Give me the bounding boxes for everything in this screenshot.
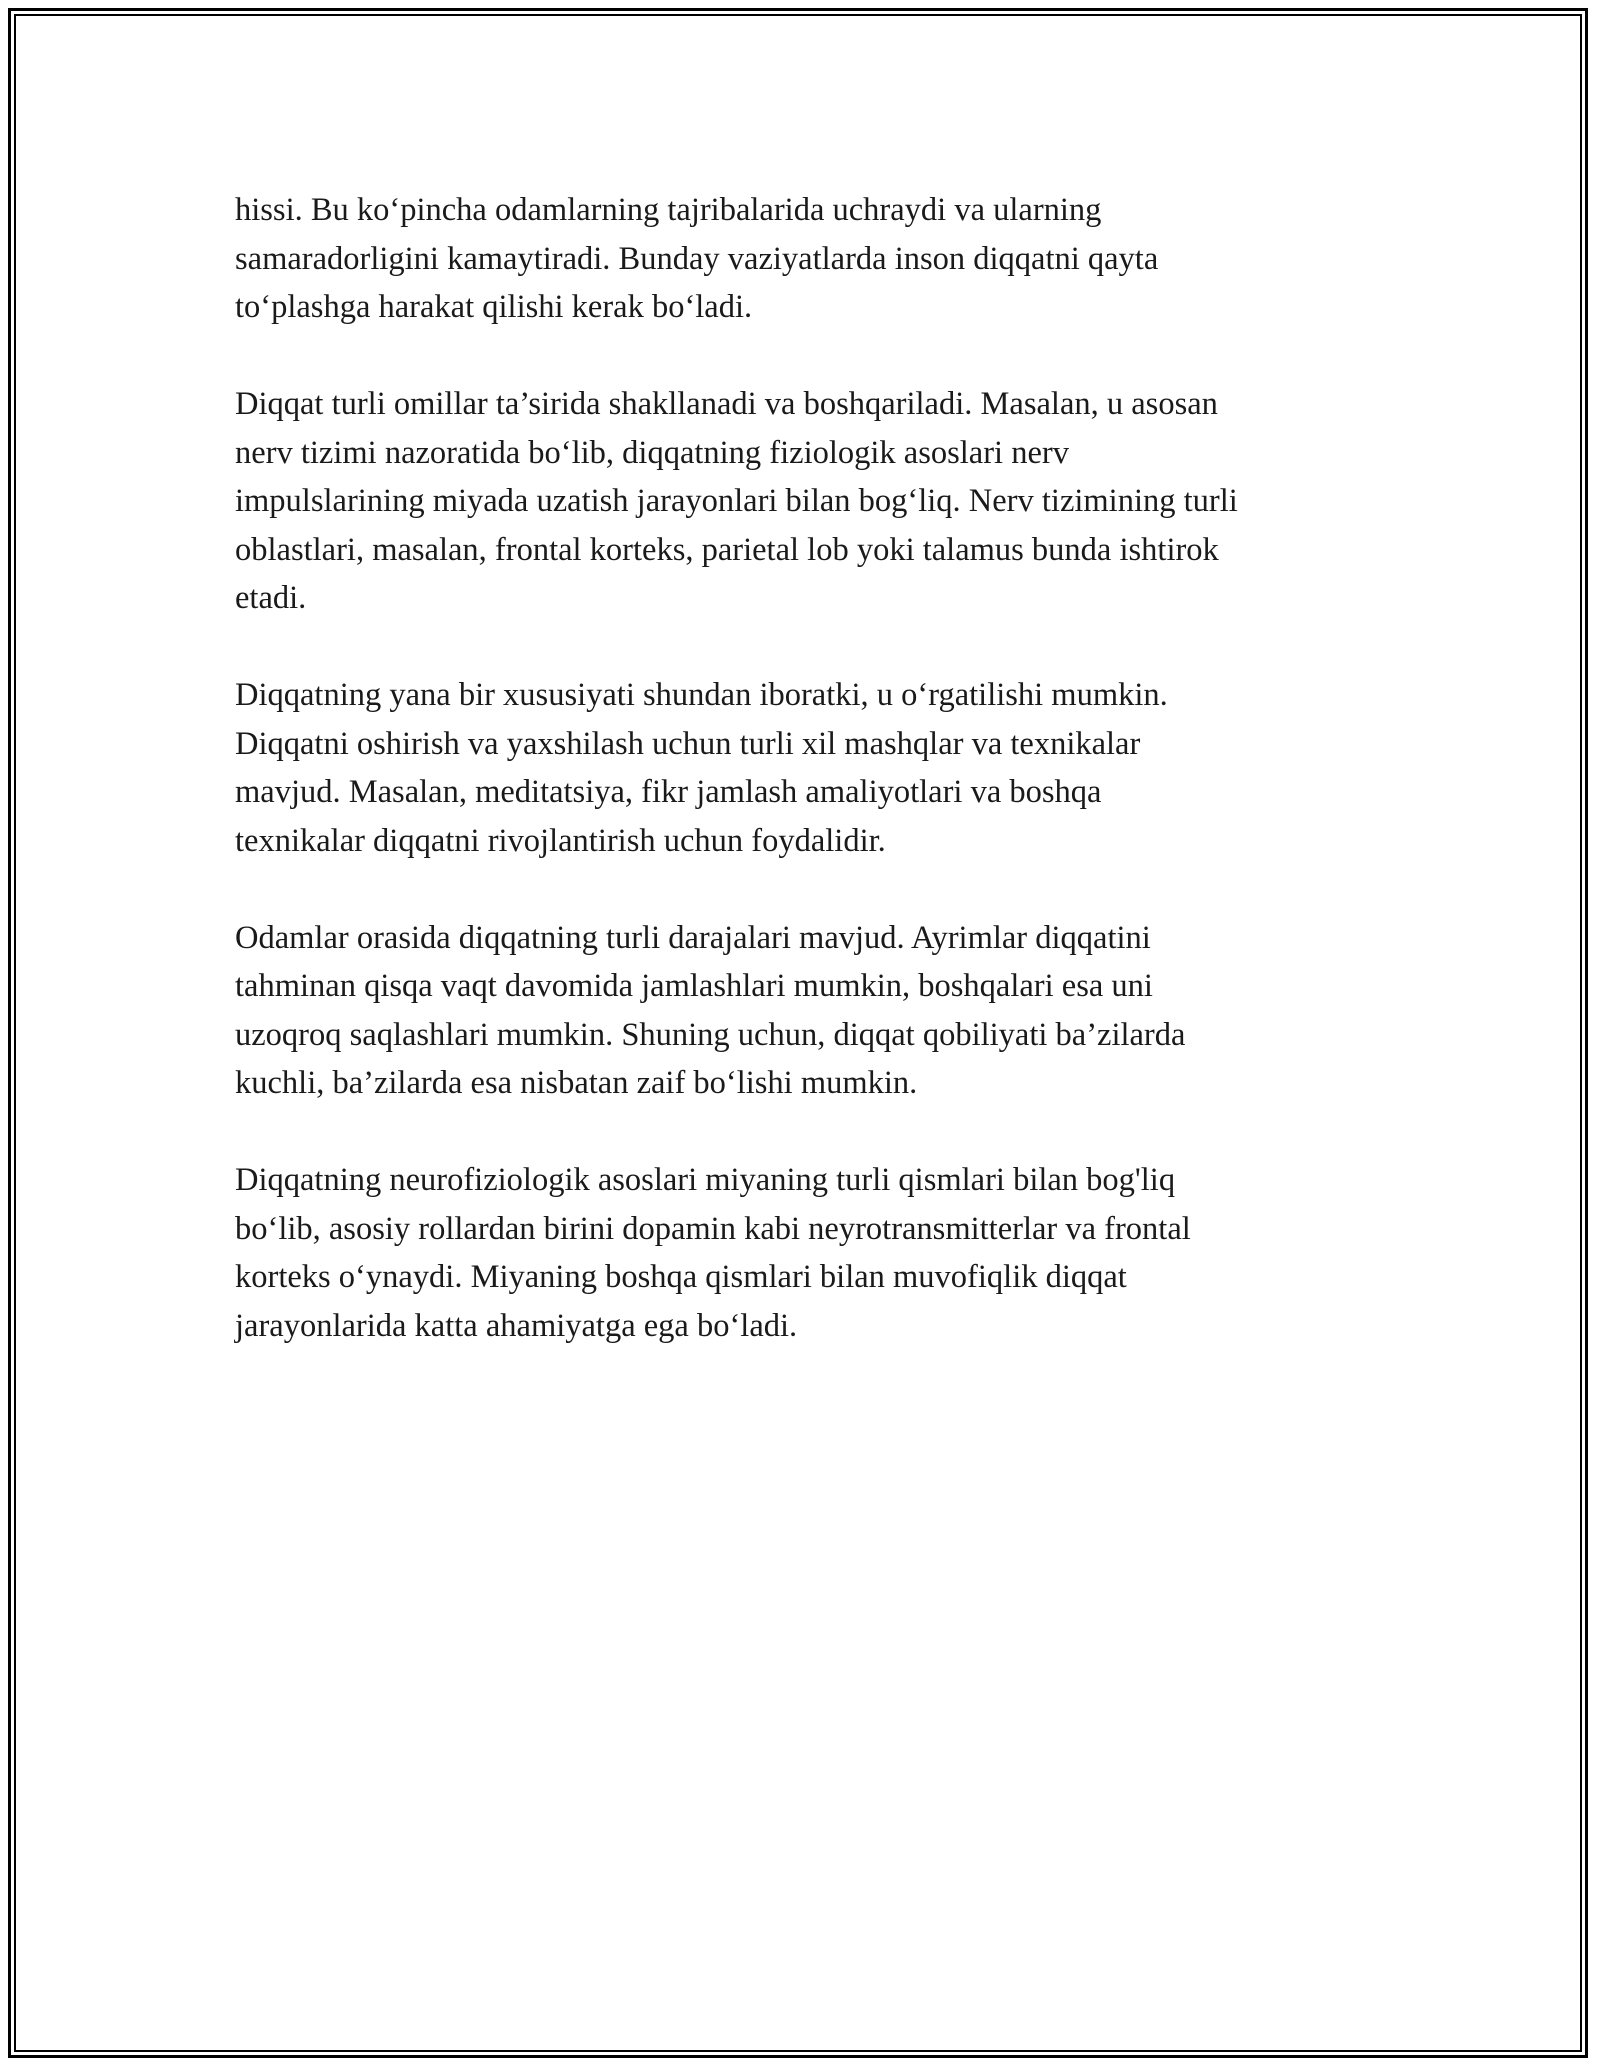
- text-line: texnikalar diqqatni rivojlantirish uchun foydalidir.: [235, 822, 886, 859]
- text-line: impulslarining miyada uzatish jarayonlari bilan bog‘liq. Nerv tizimining turli: [235, 483, 1238, 519]
- text-line: kuchli, ba’zilarda esa nisbatan zaif bo‘lishi mumkin.: [235, 1065, 918, 1101]
- text-line: uzoqroq saqlashlari mumkin. Shuning uchun, diqqat qobiliyati ba’zilarda: [235, 1016, 1186, 1053]
- text-line: etadi.: [235, 580, 307, 616]
- text-line: korteks o‘ynaydi. Miyaning boshqa qismlari bilan muvofiqlik diqqat: [235, 1259, 1127, 1295]
- document-body: [235, 186, 1395, 1399]
- text-line: Diqqatning yana bir xususiyati shundan iboratki, u o‘rgatilishi mumkin.: [235, 677, 1168, 713]
- text-line: samaradorligini kamaytiradi. Bunday vaziyatlarda inson diqqatni qayta: [235, 240, 1159, 277]
- text-line: Diqqatning neurofiziologik asoslari miyaning turli qismlari bilan bog'liq: [235, 1162, 1176, 1198]
- paragraph: [235, 671, 1395, 865]
- text-line: Odamlar orasida diqqatning turli darajalari mavjud. Ayrimlar diqqatini: [235, 919, 1151, 956]
- text-line: to‘plashga harakat qilishi kerak bo‘ladi.: [235, 289, 753, 325]
- text-line: bo‘lib, asosiy rollardan birini dopamin kabi neyrotransmitterlar va frontal: [235, 1210, 1191, 1247]
- text-line: jarayonlarida katta ahamiyatga ega bo‘ladi.: [235, 1307, 798, 1344]
- text-line: Diqqat turli omillar ta’sirida shakllanadi va boshqariladi. Masalan, u asosan: [235, 386, 1218, 422]
- text-line: oblastlari, masalan, frontal korteks, parietal lob yoki talamus bunda ishtirok: [235, 531, 1219, 568]
- paragraph: [235, 1156, 1395, 1350]
- text-line: mavjud. Masalan, meditatsiya, fikr jamlash amaliyotlari va boshqa: [235, 774, 1102, 810]
- text-line: tahminan qisqa vaqt davomida jamlashlari mumkin, boshqalari esa uni: [235, 968, 1153, 1004]
- text-line: hissi. Bu ko‘pincha odamlarning tajribalarida uchraydi va ularning: [235, 192, 1102, 228]
- text-line: nerv tizimi nazoratida bo‘lib, diqqatning fiziologik asoslari nerv: [235, 434, 1069, 471]
- paragraph: [235, 186, 1395, 332]
- paragraph: [235, 914, 1395, 1108]
- text-line: Diqqatni oshirish va yaxshilash uchun turli xil mashqlar va texnikalar: [235, 725, 1141, 762]
- paragraph: [235, 380, 1395, 623]
